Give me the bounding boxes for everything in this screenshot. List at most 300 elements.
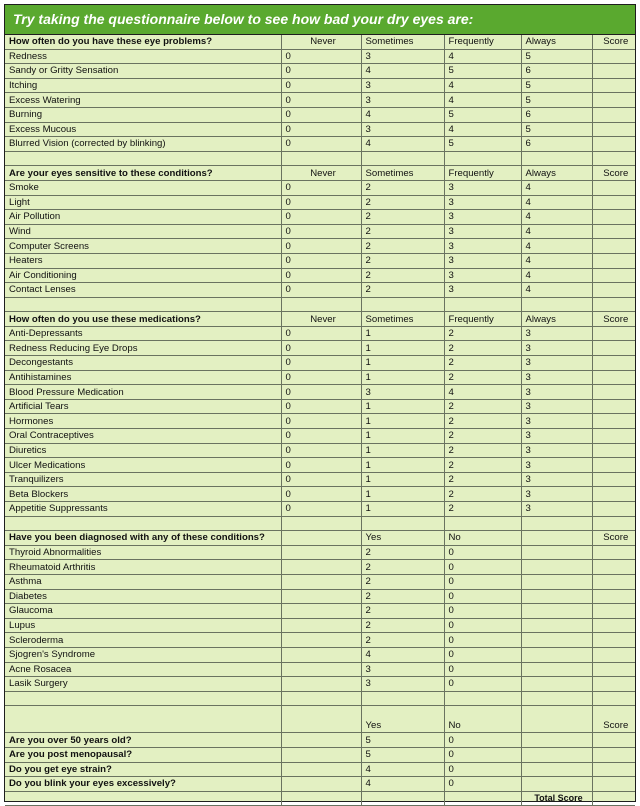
never-points: 0 (281, 180, 361, 195)
table-row (5, 137, 635, 152)
frequently-points: 2 (444, 414, 521, 429)
empty-cell (521, 604, 592, 619)
question-label: Are you post menopausal? (5, 747, 281, 762)
never-points: 0 (281, 93, 361, 108)
always-points: 6 (521, 137, 592, 152)
never-points: 0 (281, 239, 361, 254)
score-cell[interactable] (592, 78, 635, 93)
never-points: 0 (281, 224, 361, 239)
never-points: 0 (281, 443, 361, 458)
never-points: 0 (281, 429, 361, 444)
empty-cell (5, 297, 281, 312)
empty-cell (281, 777, 361, 792)
spacer-row (5, 691, 635, 706)
sometimes-points: 1 (361, 502, 444, 517)
column-header-score: Score (592, 531, 635, 546)
table-row (5, 777, 635, 792)
score-cell[interactable] (592, 618, 635, 633)
never-points: 0 (281, 341, 361, 356)
empty-cell (5, 791, 281, 805)
score-cell[interactable] (592, 224, 635, 239)
table-row (5, 268, 635, 283)
column-header-frequently: Frequently (444, 35, 521, 49)
always-points: 3 (521, 370, 592, 385)
empty-cell (521, 574, 592, 589)
column-header-frequently: Frequently (444, 312, 521, 327)
sometimes-points: 3 (361, 93, 444, 108)
score-cell[interactable] (592, 137, 635, 152)
score-cell[interactable] (592, 239, 635, 254)
score-cell[interactable] (592, 356, 635, 371)
empty-cell (521, 589, 592, 604)
score-cell[interactable] (592, 385, 635, 400)
item-label: Air Conditioning (5, 268, 281, 283)
item-label: Beta Blockers (5, 487, 281, 502)
sometimes-points: 1 (361, 414, 444, 429)
sometimes-points: 2 (361, 224, 444, 239)
never-points: 0 (281, 487, 361, 502)
score-cell[interactable] (592, 326, 635, 341)
score-cell[interactable] (592, 574, 635, 589)
no-points: 0 (444, 647, 521, 662)
never-points: 0 (281, 210, 361, 225)
item-label: Diabetes (5, 589, 281, 604)
table-row (5, 326, 635, 341)
sometimes-points: 2 (361, 210, 444, 225)
always-points: 3 (521, 502, 592, 517)
always-points: 4 (521, 224, 592, 239)
section-header-row (5, 312, 635, 327)
table-row (5, 399, 635, 414)
empty-cell (281, 691, 361, 706)
sometimes-points: 4 (361, 64, 444, 79)
score-cell[interactable] (592, 647, 635, 662)
no-points: 0 (444, 633, 521, 648)
always-points: 3 (521, 385, 592, 400)
sometimes-points: 2 (361, 239, 444, 254)
item-label: Scleroderma (5, 633, 281, 648)
empty-cell (521, 545, 592, 560)
score-cell[interactable] (592, 747, 635, 762)
never-points: 0 (281, 399, 361, 414)
score-cell[interactable] (592, 777, 635, 792)
table-row (5, 224, 635, 239)
item-label: Decongestants (5, 356, 281, 371)
score-cell[interactable] (592, 341, 635, 356)
table-row (5, 385, 635, 400)
never-points: 0 (281, 78, 361, 93)
table-row (5, 239, 635, 254)
sometimes-points: 4 (361, 137, 444, 152)
sometimes-points: 3 (361, 385, 444, 400)
spacer-row (5, 516, 635, 531)
column-header-no: No (444, 706, 521, 733)
score-cell[interactable] (592, 283, 635, 298)
item-label: Light (5, 195, 281, 210)
frequently-points: 3 (444, 253, 521, 268)
score-cell[interactable] (592, 545, 635, 560)
table-row (5, 647, 635, 662)
item-label: Anti-Depressants (5, 326, 281, 341)
empty-cell (592, 151, 635, 166)
empty-cell (281, 589, 361, 604)
spacer-row (5, 151, 635, 166)
table-row (5, 560, 635, 575)
sometimes-points: 1 (361, 341, 444, 356)
frequently-points: 2 (444, 341, 521, 356)
empty-cell (521, 560, 592, 575)
empty-cell (281, 574, 361, 589)
score-cell[interactable] (592, 560, 635, 575)
sometimes-points: 1 (361, 458, 444, 473)
never-points: 0 (281, 137, 361, 152)
empty-cell (281, 633, 361, 648)
score-cell[interactable] (592, 633, 635, 648)
table-row (5, 502, 635, 517)
empty-cell (281, 516, 361, 531)
item-label: Ulcer Medications (5, 458, 281, 473)
question-label: Do you get eye strain? (5, 762, 281, 777)
empty-cell (281, 151, 361, 166)
score-cell[interactable] (592, 195, 635, 210)
empty-cell (281, 662, 361, 677)
item-label: Computer Screens (5, 239, 281, 254)
empty-cell (361, 297, 444, 312)
total-row (5, 791, 635, 805)
question-label: Are you over 50 years old? (5, 733, 281, 748)
item-label: Excess Mucous (5, 122, 281, 137)
table-row (5, 733, 635, 748)
no-points: 0 (444, 747, 521, 762)
always-points: 3 (521, 458, 592, 473)
item-label: Lasik Surgery (5, 677, 281, 692)
item-label: Redness Reducing Eye Drops (5, 341, 281, 356)
column-header-never: Never (281, 35, 361, 49)
always-points: 4 (521, 210, 592, 225)
item-label: Air Pollution (5, 210, 281, 225)
column-header-frequently: Frequently (444, 166, 521, 181)
empty-cell (444, 791, 521, 805)
empty-cell (521, 662, 592, 677)
score-cell[interactable] (592, 210, 635, 225)
section-question: How often do you have these eye problems? (5, 35, 281, 49)
empty-cell (592, 516, 635, 531)
always-points: 5 (521, 78, 592, 93)
section-question: Have you been diagnosed with any of these conditions? (5, 531, 281, 546)
frequently-points: 4 (444, 93, 521, 108)
empty-cell (281, 545, 361, 560)
empty-cell (281, 560, 361, 575)
always-points: 4 (521, 180, 592, 195)
item-label: Blood Pressure Medication (5, 385, 281, 400)
section-question: Are your eyes sensitive to these conditions? (5, 166, 281, 181)
questionnaire-sheet (4, 4, 636, 802)
sometimes-points: 1 (361, 429, 444, 444)
sometimes-points: 2 (361, 283, 444, 298)
empty-cell (281, 733, 361, 748)
always-points: 3 (521, 356, 592, 371)
section-header-row (5, 166, 635, 181)
sometimes-points: 1 (361, 399, 444, 414)
item-label: Redness (5, 49, 281, 64)
frequently-points: 5 (444, 64, 521, 79)
item-label: Antihistamines (5, 370, 281, 385)
score-cell[interactable] (592, 502, 635, 517)
never-points: 0 (281, 107, 361, 122)
frequently-points: 3 (444, 180, 521, 195)
column-header-always: Always (521, 35, 592, 49)
always-points: 5 (521, 122, 592, 137)
no-points: 0 (444, 545, 521, 560)
no-points: 0 (444, 604, 521, 619)
table-row (5, 458, 635, 473)
score-cell[interactable] (592, 180, 635, 195)
table-row (5, 210, 635, 225)
empty-cell (281, 791, 361, 805)
table-row (5, 414, 635, 429)
score-cell[interactable] (592, 64, 635, 79)
empty-cell (521, 691, 592, 706)
item-label: Wind (5, 224, 281, 239)
no-points: 0 (444, 777, 521, 792)
yes-points: 5 (361, 747, 444, 762)
column-header-yes: Yes (361, 531, 444, 546)
score-cell[interactable] (592, 429, 635, 444)
empty-cell (521, 516, 592, 531)
never-points: 0 (281, 49, 361, 64)
empty-cell (361, 516, 444, 531)
sometimes-points: 1 (361, 487, 444, 502)
empty-cell (281, 531, 361, 546)
never-points: 0 (281, 458, 361, 473)
question-label: Do you blink your eyes excessively? (5, 777, 281, 792)
always-points: 3 (521, 487, 592, 502)
score-cell[interactable] (592, 589, 635, 604)
yes-points: 2 (361, 604, 444, 619)
always-points: 4 (521, 253, 592, 268)
always-points: 5 (521, 93, 592, 108)
never-points: 0 (281, 283, 361, 298)
score-cell[interactable] (592, 93, 635, 108)
table-row (5, 64, 635, 79)
yes-points: 2 (361, 618, 444, 633)
table-row (5, 574, 635, 589)
score-cell[interactable] (592, 677, 635, 692)
never-points: 0 (281, 195, 361, 210)
item-label: Appetitie Suppressants (5, 502, 281, 517)
item-label: Excess Watering (5, 93, 281, 108)
column-header-no: No (444, 531, 521, 546)
sometimes-points: 1 (361, 443, 444, 458)
empty-cell (521, 777, 592, 792)
column-header-score: Score (592, 706, 635, 733)
table-row (5, 283, 635, 298)
empty-cell (361, 691, 444, 706)
always-points: 3 (521, 472, 592, 487)
empty-cell (521, 151, 592, 166)
column-header-never: Never (281, 166, 361, 181)
column-header-never: Never (281, 312, 361, 327)
table-row (5, 618, 635, 633)
sometimes-points: 2 (361, 195, 444, 210)
section-question: How often do you use these medications? (5, 312, 281, 327)
never-points: 0 (281, 414, 361, 429)
score-cell[interactable] (592, 487, 635, 502)
score-cell[interactable] (592, 253, 635, 268)
table-row (5, 604, 635, 619)
frequently-points: 3 (444, 210, 521, 225)
item-label: Glaucoma (5, 604, 281, 619)
yes-points: 5 (361, 733, 444, 748)
no-points: 0 (444, 762, 521, 777)
empty-cell (592, 691, 635, 706)
table-row (5, 662, 635, 677)
item-label: Sjogren's Syndrome (5, 647, 281, 662)
section-header-row (5, 531, 635, 546)
table-row (5, 429, 635, 444)
frequently-points: 2 (444, 487, 521, 502)
section-header-row (5, 35, 635, 49)
score-cell[interactable] (592, 268, 635, 283)
empty-cell (521, 677, 592, 692)
frequently-points: 2 (444, 356, 521, 371)
score-cell[interactable] (592, 458, 635, 473)
frequently-points: 2 (444, 429, 521, 444)
score-cell[interactable] (592, 399, 635, 414)
score-cell[interactable] (592, 414, 635, 429)
table-row (5, 341, 635, 356)
table-row (5, 443, 635, 458)
sometimes-points: 3 (361, 122, 444, 137)
empty-cell (281, 747, 361, 762)
score-cell[interactable] (592, 122, 635, 137)
table-row (5, 677, 635, 692)
yes-points: 2 (361, 574, 444, 589)
empty-cell (521, 647, 592, 662)
never-points: 0 (281, 122, 361, 137)
empty-cell (281, 604, 361, 619)
score-cell[interactable] (592, 49, 635, 64)
column-header-score: Score (592, 166, 635, 181)
empty-cell (281, 618, 361, 633)
no-points: 0 (444, 574, 521, 589)
questionnaire-banner: Try taking the questionnaire below to see how bad your dry eyes are: (5, 5, 635, 35)
item-label: Rheumatoid Arthritis (5, 560, 281, 575)
empty-cell (521, 618, 592, 633)
empty-cell (521, 706, 592, 733)
yes-points: 2 (361, 560, 444, 575)
sometimes-points: 1 (361, 370, 444, 385)
total-score-cell[interactable] (592, 791, 635, 805)
frequently-points: 4 (444, 49, 521, 64)
table-row (5, 487, 635, 502)
never-points: 0 (281, 64, 361, 79)
table-row (5, 472, 635, 487)
score-cell[interactable] (592, 662, 635, 677)
frequently-points: 2 (444, 326, 521, 341)
frequently-points: 3 (444, 268, 521, 283)
score-cell[interactable] (592, 443, 635, 458)
item-label: Lupus (5, 618, 281, 633)
frequently-points: 2 (444, 502, 521, 517)
no-points: 0 (444, 618, 521, 633)
score-cell[interactable] (592, 762, 635, 777)
sometimes-points: 4 (361, 107, 444, 122)
table-row (5, 253, 635, 268)
item-label: Contact Lenses (5, 283, 281, 298)
sometimes-points: 1 (361, 356, 444, 371)
always-points: 4 (521, 239, 592, 254)
sometimes-points: 2 (361, 253, 444, 268)
empty-cell (5, 151, 281, 166)
score-cell[interactable] (592, 472, 635, 487)
empty-cell (281, 706, 361, 733)
column-header-sometimes: Sometimes (361, 166, 444, 181)
always-points: 4 (521, 268, 592, 283)
item-label: Artificial Tears (5, 399, 281, 414)
item-label: Burning (5, 107, 281, 122)
empty-cell (281, 647, 361, 662)
table-row (5, 122, 635, 137)
yes-points: 2 (361, 545, 444, 560)
item-label: Smoke (5, 180, 281, 195)
sometimes-points: 2 (361, 268, 444, 283)
empty-cell (361, 151, 444, 166)
empty-cell (521, 297, 592, 312)
frequently-points: 3 (444, 239, 521, 254)
table-row (5, 762, 635, 777)
empty-cell (521, 531, 592, 546)
item-label: Tranquilizers (5, 472, 281, 487)
always-points: 4 (521, 283, 592, 298)
frequently-points: 5 (444, 107, 521, 122)
item-label: Thyroid Abnormalities (5, 545, 281, 560)
score-cell[interactable] (592, 604, 635, 619)
sometimes-points: 1 (361, 326, 444, 341)
frequently-points: 2 (444, 472, 521, 487)
spacer-row (5, 297, 635, 312)
no-points: 0 (444, 589, 521, 604)
questionnaire-table (5, 35, 635, 806)
questionnaire-body (5, 35, 635, 805)
frequently-points: 2 (444, 443, 521, 458)
table-row (5, 633, 635, 648)
score-cell[interactable] (592, 370, 635, 385)
total-score-label: Total Score (521, 791, 592, 805)
sometimes-points: 2 (361, 180, 444, 195)
always-points: 3 (521, 414, 592, 429)
frequently-points: 4 (444, 122, 521, 137)
table-row (5, 49, 635, 64)
empty-cell (521, 733, 592, 748)
score-cell[interactable] (592, 733, 635, 748)
item-label: Acne Rosacea (5, 662, 281, 677)
item-label: Hormones (5, 414, 281, 429)
column-header-always: Always (521, 312, 592, 327)
always-points: 4 (521, 195, 592, 210)
frequently-points: 3 (444, 283, 521, 298)
frequently-points: 2 (444, 399, 521, 414)
never-points: 0 (281, 502, 361, 517)
frequently-points: 4 (444, 385, 521, 400)
always-points: 3 (521, 399, 592, 414)
score-cell[interactable] (592, 107, 635, 122)
frequently-points: 4 (444, 78, 521, 93)
yes-points: 3 (361, 677, 444, 692)
always-points: 3 (521, 341, 592, 356)
column-header-always: Always (521, 166, 592, 181)
item-label: Blurred Vision (corrected by blinking) (5, 137, 281, 152)
